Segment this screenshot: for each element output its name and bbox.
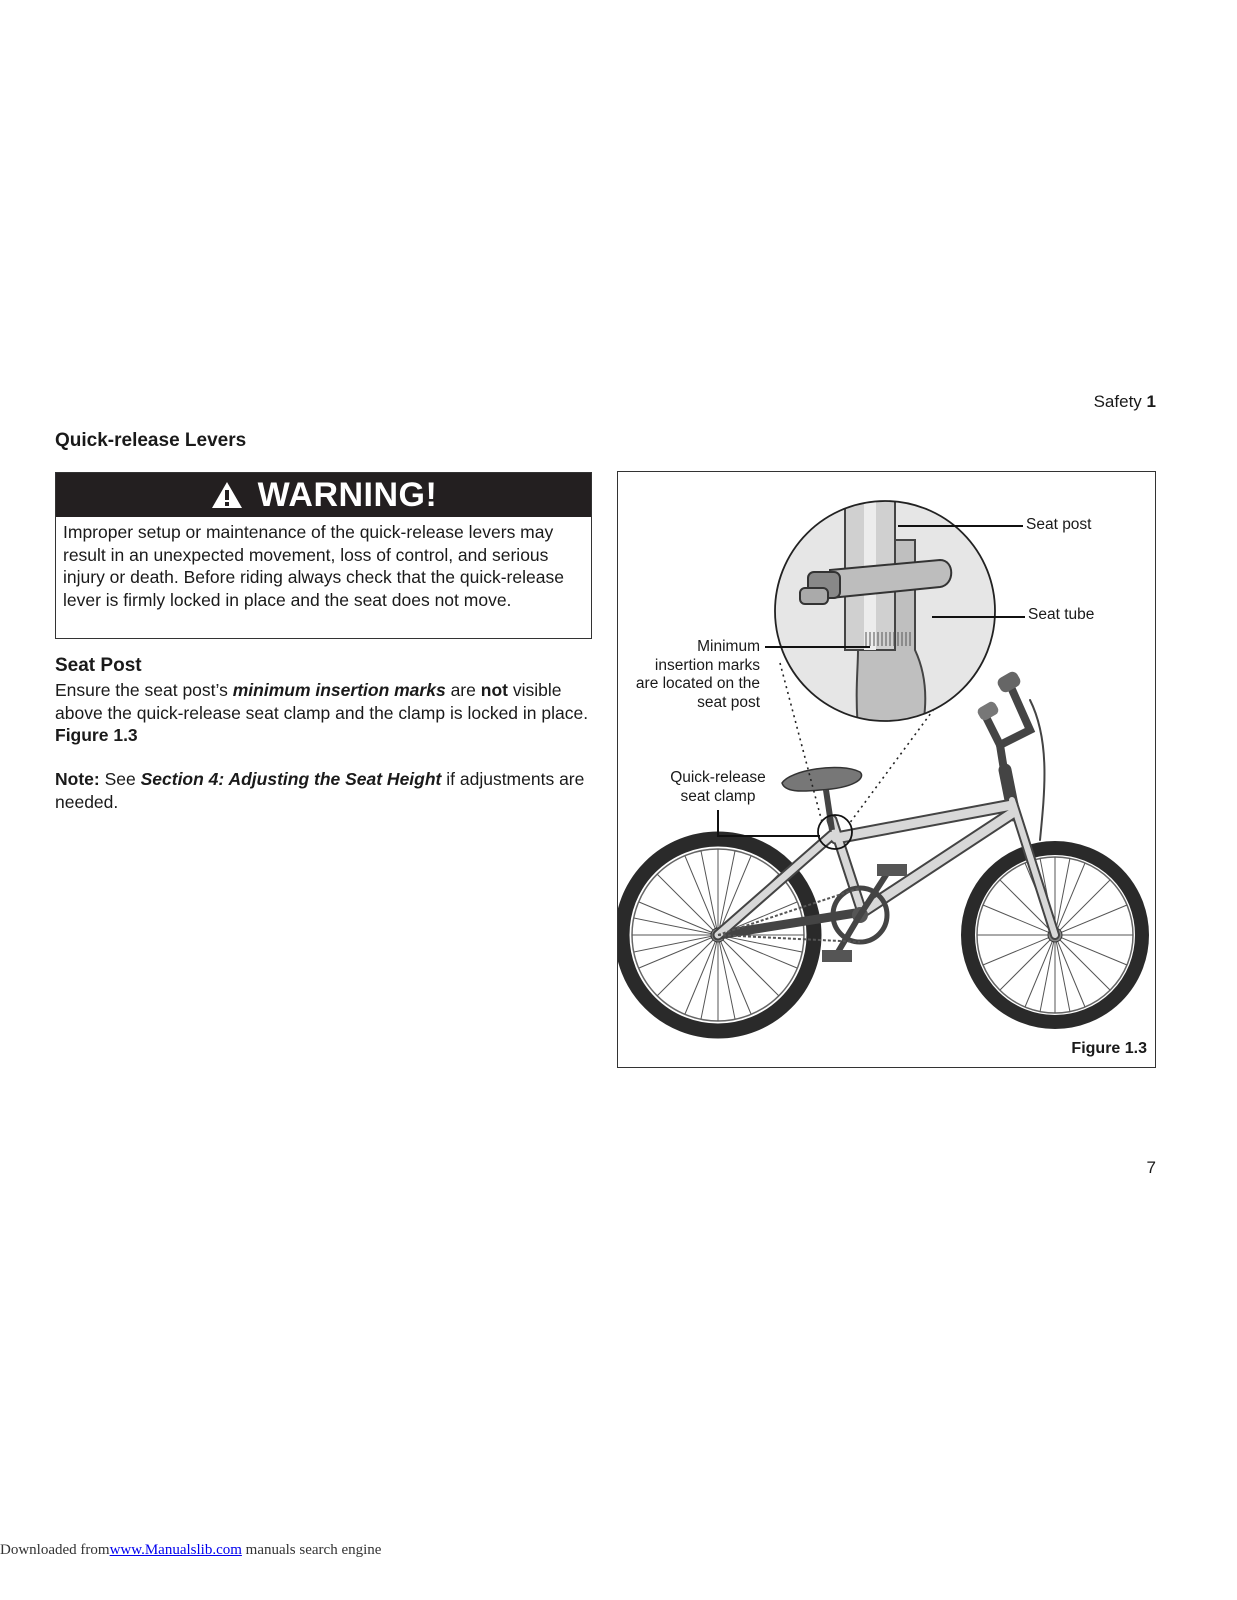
section-number: 1 [1146,392,1156,411]
warning-title: WARNING! [257,475,438,514]
warning-triangle-icon [210,480,244,510]
warning-header [56,473,591,517]
seat-post-heading: Seat Post [55,655,142,676]
note-paragraph: Note: See Section 4: Adjusting the Seat Height if adjustments are needed. [55,769,585,812]
section-name: Safety [1093,392,1142,411]
footer-link[interactable]: www.Manualslib.com [109,1542,242,1558]
section-title: Quick-release Levers [55,430,247,451]
note-label: Note: [55,769,100,789]
section-reference: Section 4: Adjusting the Seat Height [140,769,442,789]
page-number: 7 [1146,1158,1156,1177]
chainring [822,864,907,962]
figure-caption: Figure 1.3 [1071,1040,1147,1057]
figure-reference: Figure 1.3 [55,725,138,746]
footer: Downloaded fromwww.Manualslib.com manuals search engine [0,1542,382,1558]
label-seat-post: Seat post [1026,516,1092,533]
seat-post-paragraph: Ensure the seat post’s minimum insertion marks are not visible above the quick-release seat clamp and the clamp is locked in place. Figure 1.3 [55,680,589,746]
warning-box [55,472,592,639]
warning-body: Improper setup or maintenance of the quick-release levers may result in an unexpected movement, loss of control, and serious injury or death. Before riding always check that the quick-release lever is firmly locked in place and the seat does not move. [63,522,564,610]
label-min-insertion: Minimum insertion marks are located on the seat post [635,638,760,711]
label-seat-clamp: Quick-release seat clamp [670,769,766,805]
section-header [1094,392,1156,412]
label-seat-tube: Seat tube [1028,606,1095,623]
min-insertion-marks-term: minimum insertion marks [232,680,446,700]
